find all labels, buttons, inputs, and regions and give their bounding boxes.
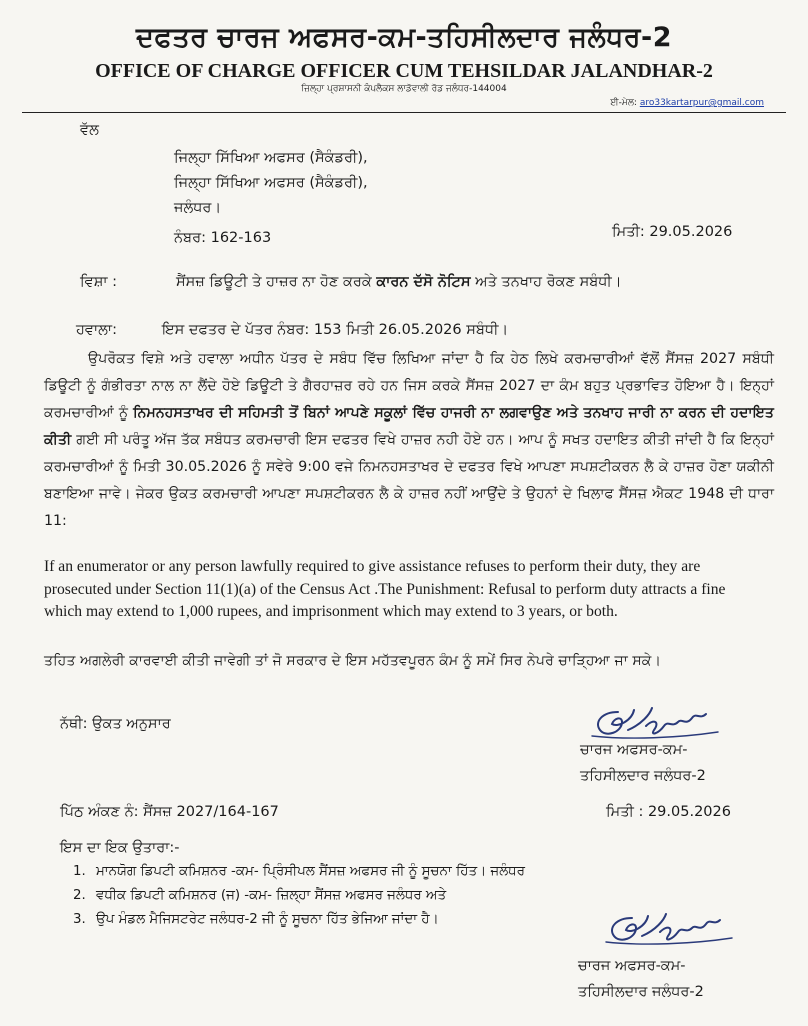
recipient-to: ਵੱਲ: [80, 122, 99, 138]
email-line: [610, 98, 764, 108]
reference-text: ਇਸ ਦਫਤਰ ਦੇ ਪੱਤਰ ਨੰਬਰ: 153 ਮਿਤੀ 26.05.2026 ਸਬੰਧੀ।: [162, 322, 509, 338]
body-p1-b: ਗਈ ਸੀ ਪਰੰਤੂ ਅੱਜ ਤੱਕ ਸਬੰਧਤ ਕਰਮਚਾਰੀ ਇਸ ਦਫਤਰ ਵਿਖੇ ਹਾਜ਼ਰ ਨਹੀ ਹੋਏ ਹਨ। ਆਪ ਨੂੰ ਸਖਤ ਹਦਾਇਤ ਕੀਤੀ ਜਾਂਦੀ ਹੈ ਕਿ ਇਨ੍ਹਾਂ ਕਰਮਚਾਰੀਆਂ ਨੂੰ ਮਿਤੀ 30.05.2026 ਨੂੰ ਸਵੇਰੇ 9:00 ਵਜੇ ਨਿਮਨਹਸਤਾਖਰ ਦੇ ਦਫਤਰ ਵਿਖੇ ਆਪਣਾ ਸਪਸ਼ਟੀਕਰਨ ਲੈ ਕੇ ਹਾਜ਼ਰ ਹੋਣਾ ਯਕੀਨੀ ਬਣਾਇਆ ਜਾਵੇ। ਜੇਕਰ ਉਕਤ ਕਰਮਚਾਰੀ ਆਪਣਾ ਸਪਸ਼ਟੀਕਰਨ ਲੈ ਕੇ ਹਾਜ਼ਰ ਨਹੀਂ ਆਉਂਦੇ ਤੇ ਉਹਨਾਂ ਦੇ ਖਿਲਾਫ ਸੈਂਸਜ਼ ਐਕਟ 1948 ਦੀ ਧਾਰਾ 11:: [44, 432, 774, 529]
body-p1-a: ਉਪਰੋਕਤ ਵਿਸ਼ੇ ਅਤੇ ਹਵਾਲਾ ਅਧੀਨ ਪੱਤਰ ਦੇ ਸਬੰਧ ਵਿੱਚ ਲਿਖਿਆ ਜਾਂਦਾ ਹੈ ਕਿ ਹੇਠ ਲਿਖੇ ਕਰਮਚਾਰੀਆਂ ਵੱਲੋਂ ਸੈਂਸਜ਼ 2027 ਸਬੰਧੀ ਡਿਊਟੀ ਨੂੰ ਗੰਭੀਰਤਾ ਨਾਲ ਨਾ ਲੈਂਦੇ ਹੋਏ ਡਿਊਟੀ ਤੇ ਗੈਰਹਾਜ਼ਰ ਰਹੇ ਹਨ ਜਿਸ ਕਰਕੇ ਸੈਂਸਜ਼ 2027 ਦਾ ਕੰਮ ਬਹੁਤ ਪ੍ਰਭਾਵਿਤ ਹੋਇਆ ਹੈ। ਇਨ੍ਹਾਂ ਕਰਮਚਾਰੀਆਂ ਨੂੰ: [44, 351, 774, 421]
header-divider: [22, 112, 786, 113]
enclosure-line: ਨੱਥੀ: ਉਕਤ ਅਨੁਸਾਰ: [60, 716, 171, 732]
recipient-line-3: ਜਲੰਧਰ।: [174, 200, 222, 216]
census-act-text: If an enumerator or any person lawfully required to give assistance refuses to perform their duty, they are prosecuted under Section 11(1)(a) of the Census Act .The Punishment: Refusal to perform duty attracts a fine which may extend to 1,000 rupees, and imprisonment which may extend to 3 years, or both.: [44, 558, 726, 620]
body-p1-bold: ਨਿਮਨਹਸਤਾਖਰ ਦੀ ਸਹਿਮਤੀ ਤੋਂ ਬਿਨਾਂ ਆਪਣੇ ਸਕੂਲਾਂ ਵਿੱਚ ਹਾਜਰੀ ਨਾ ਲਗਵਾਉਣ ਅਤੇ ਤਨਖਾਹ ਜਾਰੀ ਨਾ ਕਰਨ ਦੀ ਹਦਾਇਤ ਕੀਤੀ: [44, 405, 774, 448]
signature2-designation-1: ਚਾਰਜ ਅਫਸਰ-ਕਮ-: [578, 958, 686, 974]
signature-mark: [602, 906, 742, 950]
recipient-line-2: ਜਿਲ੍ਹਾ ਸਿੱਖਿਆ ਅਫਸਰ (ਸੈਕੰਡਰੀ),: [174, 175, 368, 191]
copy-item: 2. ਵਧੀਕ ਡਿਪਟੀ ਕਮਿਸ਼ਨਰ (ਜ) -ਕਮ- ਜ਼ਿਲ੍ਹਾ ਸੈਂਸਜ਼ ਅਫਸਰ ਜਲੰਧਰ ਅਤੇ: [90, 884, 525, 908]
office-title-english: OFFICE OF CHARGE OFFICER CUM TEHSILDAR JALANDHAR-2: [95, 60, 713, 82]
office-address: ਜ਼ਿਲ੍ਹਾ ਪ੍ਰਸ਼ਾਸਨੀ ਕੰਪਲੈਕਸ ਲਾਡੋਵਾਲੀ ਰੋਡ ਜਲੰਧਰ-144004: [301, 84, 507, 94]
copy-item: 3. ਉਪ ਮੰਡਲ ਮੈਜਿਸਟਰੇਟ ਜਲੰਧਰ-2 ਜੀ ਨੂੰ ਸੂਚਨਾ ਹਿੱਤ ਭੇਜਿਆ ਜਾਂਦਾ ਹੈ।: [90, 908, 525, 932]
body-paragraph-2: ਤਹਿਤ ਅਗਲੇਰੀ ਕਾਰਵਾਈ ਕੀਤੀ ਜਾਵੇਗੀ ਤਾਂ ਜੋ ਸਰਕਾਰ ਦੇ ਇਸ ਮਹੱਤਵਪੂਰਨ ਕੰਮ ਨੂੰ ਸਮੇਂ ਸਿਰ ਨੇਪਰੇ ਚਾੜ੍ਹਿਆ ਜਾ ਸਕੇ।: [44, 653, 662, 669]
subject-text-b: ਅਤੇ ਤਨਖਾਹ ਰੋਕਣ ਸਬੰਧੀ।: [470, 274, 622, 290]
reference-label: ਹਵਾਲਾ:: [76, 322, 117, 338]
office-title-punjabi: ਦਫਤਰ ਚਾਰਜ ਅਫਸਰ-ਕਮ-ਤਹਿਸੀਲਦਾਰ ਜਲੰਧਰ-2: [135, 22, 673, 53]
signature2-designation-2: ਤਹਿਸੀਲਦਾਰ ਜਲੰਧਰ-2: [578, 984, 704, 1000]
subject-text: [176, 274, 622, 290]
email-label: ਈ-ਮੇਲ:: [610, 98, 637, 108]
signature-designation-2: ਤਹਿਸੀਲਦਾਰ ਜਲੰਧਰ-2: [580, 768, 706, 784]
endorsement-date: ਮਿਤੀ : 29.05.2026: [606, 804, 731, 820]
letter-date: ਮਿਤੀ: 29.05.2026: [612, 224, 733, 240]
signature-designation-1: ਚਾਰਜ ਅਫਸਰ-ਕਮ-: [580, 742, 688, 758]
subject-text-bold: ਕਾਰਨ ਦੱਸੋ ਨੋਟਿਸ: [376, 274, 471, 290]
letter-number: ਨੰਬਰ: 162-163: [174, 230, 272, 246]
body-paragraph-1: [44, 346, 774, 535]
subject-label: ਵਿਸ਼ਾ :: [80, 274, 118, 290]
recipient-line-1: ਜਿਲ੍ਹਾ ਸਿੱਖਿਆ ਅਫਸਰ (ਸੈਕੰਡਰੀ),: [174, 150, 368, 166]
subject-text-a: ਸੈਂਸਜ਼ ਡਿਊਟੀ ਤੇ ਹਾਜ਼ਰ ਨਾ ਹੋਣ ਕਰਕੇ: [176, 274, 377, 290]
email-link[interactable]: aro33kartarpur@gmail.com: [639, 98, 764, 108]
copy-heading: ਇਸ ਦਾ ਇਕ ਉਤਾਰਾ:-: [60, 840, 180, 856]
endorsement-number: ਪਿੱਠ ਅੰਕਣ ਨੰ: ਸੈਂਸਜ਼ 2027/164-167: [60, 804, 279, 820]
copy-list: [70, 860, 525, 932]
copy-item: 1. ਮਾਨਯੋਗ ਡਿਪਟੀ ਕਮਿਸ਼ਨਰ -ਕਮ- ਪ੍ਰਿੰਸੀਪਲ ਸੈਂਸਜ਼ ਅਫਸਰ ਜੀ ਨੂੰ ਸੂਚਨਾ ਹਿੱਤ। ਜਲੰਧਰ: [90, 860, 525, 884]
signature-mark: [588, 700, 728, 744]
